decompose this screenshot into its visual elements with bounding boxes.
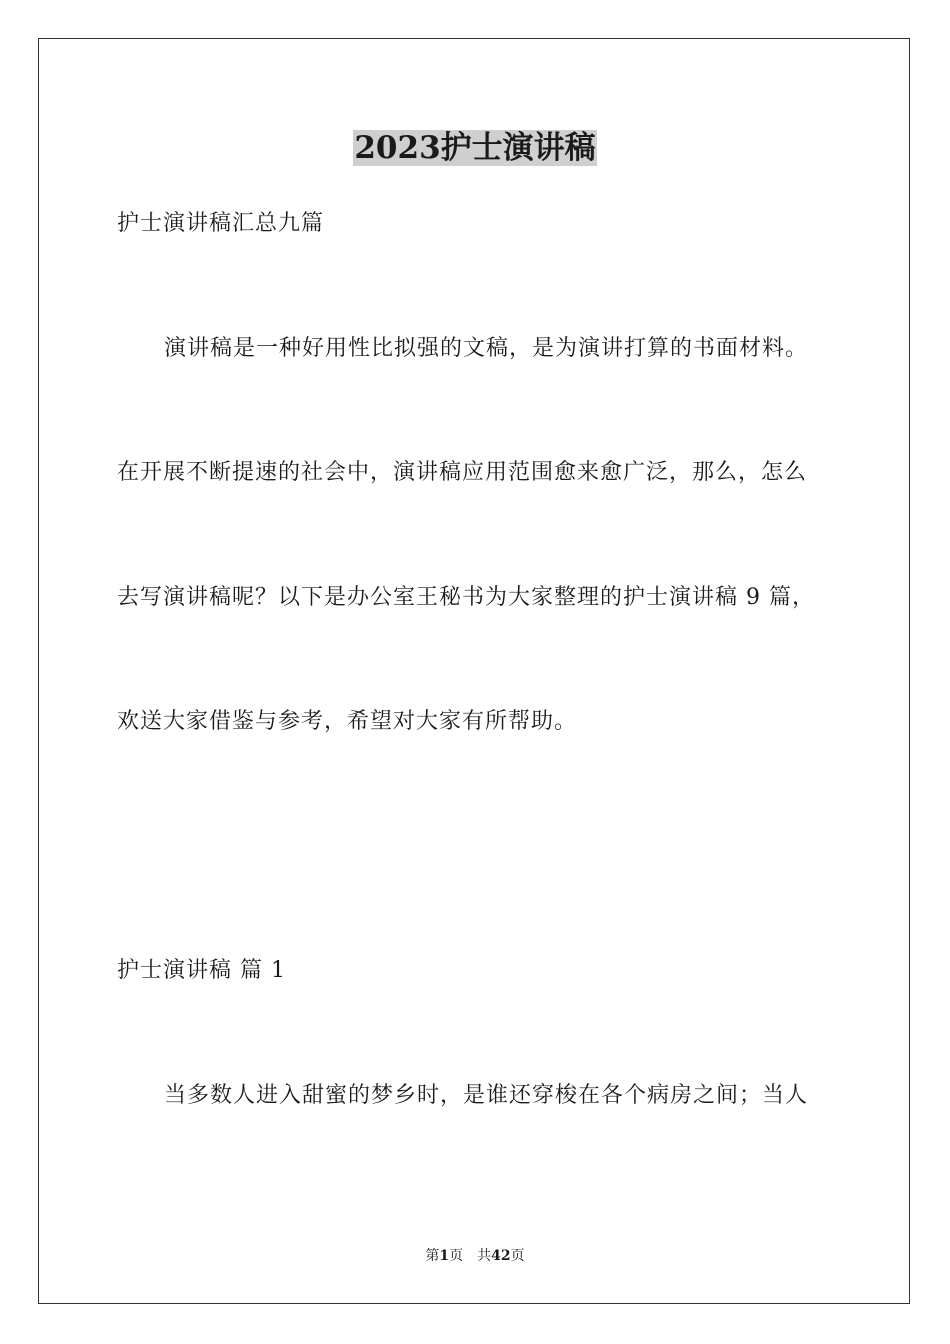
footer-page-suffix: 页 xyxy=(510,1248,525,1264)
section-heading: 护士演讲稿 篇 1 xyxy=(117,958,286,983)
document-subtitle: 护士演讲稿汇总九篇 xyxy=(117,211,325,236)
document-title-text: 2023护士演讲稿 xyxy=(354,130,596,166)
footer-page-mid: 页 共 xyxy=(449,1248,492,1264)
footer-page-prefix: 第 xyxy=(425,1248,440,1264)
page-footer xyxy=(0,1246,950,1266)
section-paragraph-line: 当多数人进入甜蜜的梦乡时，是谁还穿梭在各个病房之间；当人 xyxy=(164,1083,809,1108)
footer-page-current: 1 xyxy=(439,1248,450,1264)
intro-paragraph-line: 去写演讲稿呢？以下是办公室王秘书为大家整理的护士演讲稿 9 篇， xyxy=(117,585,815,610)
document-title xyxy=(0,126,950,170)
intro-paragraph-line: 在开展不断提速的社会中，演讲稿应用范围愈来愈广泛，那么，怎么 xyxy=(117,460,808,485)
intro-paragraph-line: 演讲稿是一种好用性比拟强的文稿，是为演讲打算的书面材料。 xyxy=(164,336,809,361)
intro-paragraph-line: 欢送大家借鉴与参考，希望对大家有所帮助。 xyxy=(117,709,578,734)
footer-page-total: 42 xyxy=(491,1248,511,1264)
